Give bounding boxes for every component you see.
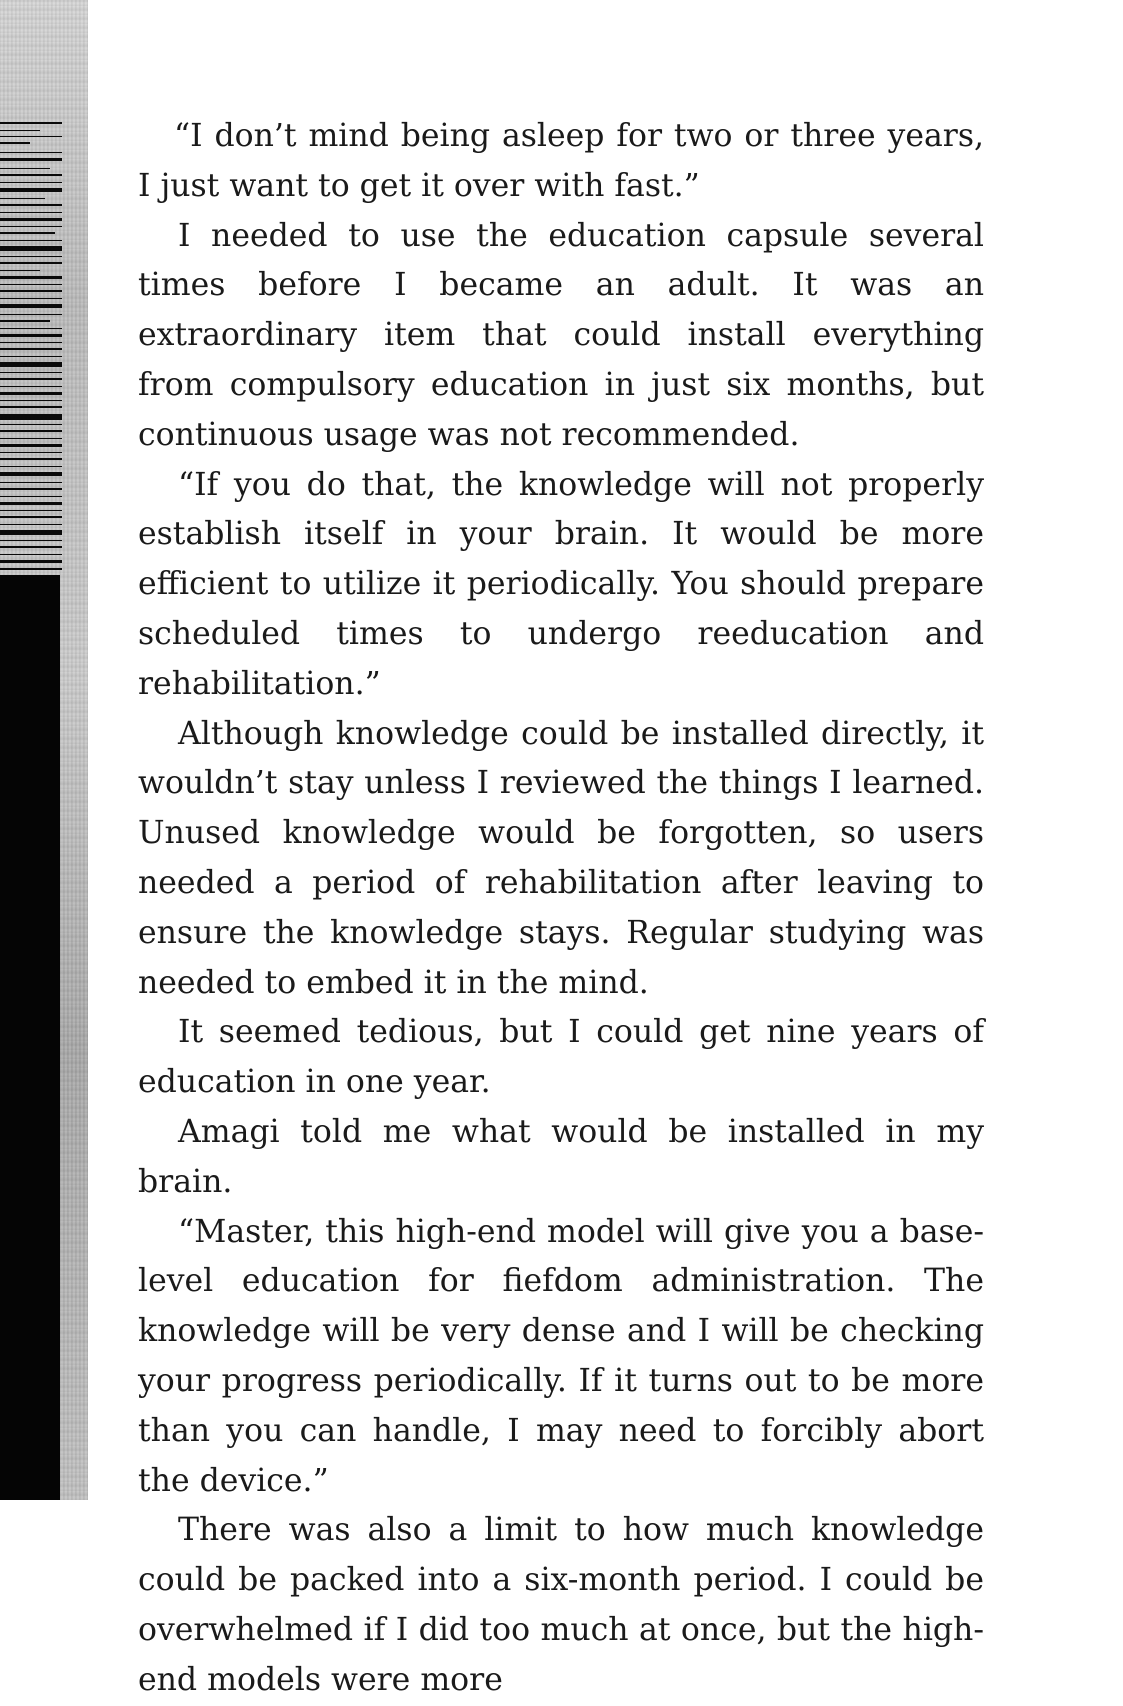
barcode-stripe: [0, 400, 62, 401]
barcode-stripe: [0, 516, 62, 518]
barcode-stripe: [0, 444, 62, 447]
barcode-stripe: [0, 372, 62, 373]
barcode-stripe: [0, 356, 62, 357]
barcode-stripe: [0, 276, 62, 279]
barcode-stripe: [0, 452, 62, 453]
barcode-stripe: [0, 256, 62, 257]
barcode-stripe: [0, 328, 62, 329]
barcode-stripe: [0, 168, 50, 169]
barcode-stripe: [0, 414, 62, 420]
paragraph: There was also a limit to how much knowledge could be packed into a six-month period. I could be overwhelmed if I did too much at once, but the high-end models were more: [138, 1512, 984, 1698]
barcode-stripe: [0, 342, 62, 343]
paragraph: It seemed tedious, but I could get nine years of education in one year.: [138, 1014, 984, 1101]
barcode-stripe: [0, 348, 62, 350]
barcode-stripe: [0, 212, 62, 213]
paragraph: “I don’t mind being asleep for two or three years, I just want to get it over with fast.”: [138, 118, 984, 204]
barcode-stripe: [0, 530, 62, 535]
paragraph: Amagi told me what would be installed in my brain.: [138, 1113, 984, 1200]
barcode-stripe: [0, 246, 62, 251]
decorative-barcode: [0, 122, 62, 577]
barcode-stripe: [0, 496, 62, 497]
barcode-stripe: [0, 152, 62, 153]
barcode-stripe: [0, 182, 62, 183]
barcode-stripe: [0, 392, 62, 395]
barcode-stripe: [0, 262, 62, 264]
barcode-stripe: [0, 298, 62, 299]
barcode-stripe: [0, 568, 62, 570]
paragraph: I needed to use the education capsule several times before I became an adult. It was an extraordinary item that could install everything from compulsory education in just six months, but continuous usage was not recommended.: [138, 217, 984, 453]
barcode-stripe: [0, 438, 62, 439]
barcode-stripe: [0, 510, 62, 511]
barcode-stripe: [0, 284, 62, 285]
barcode-stripe: [0, 554, 62, 555]
barcode-stripe: [0, 240, 62, 241]
barcode-stripe: [0, 482, 62, 483]
barcode-stripe: [0, 458, 62, 460]
barcode-stripe: [0, 560, 62, 563]
barcode-stripe: [0, 378, 62, 380]
barcode-stripe: [0, 270, 40, 271]
barcode-stripe: [0, 502, 62, 505]
decorative-black-bar: [0, 575, 60, 1500]
barcode-stripe: [0, 488, 62, 490]
barcode-stripe: [0, 204, 62, 206]
barcode-stripe: [0, 218, 62, 221]
barcode-stripe: [0, 174, 62, 176]
barcode-stripe: [0, 188, 62, 192]
barcode-stripe: [0, 130, 40, 131]
barcode-stripe: [0, 198, 45, 199]
paragraph: “Master, this high-end model will give you a base-level education for fiefdom administration. The knowledge will be very dense and I will be checking your progress periodically. If it turns out to be more than you can handle, I may need to forcibly abort the device.”: [138, 1213, 984, 1499]
barcode-stripe: [0, 424, 62, 425]
barcode-stripe: [0, 406, 62, 408]
barcode-stripe: [0, 290, 62, 292]
barcode-stripe: [0, 524, 62, 525]
barcode-stripe: [0, 142, 30, 144]
barcode-stripe: [0, 232, 55, 234]
barcode-stripe: [0, 540, 62, 541]
barcode-stripe: [0, 334, 62, 337]
barcode-stripe: [0, 472, 62, 476]
barcode-stripe: [0, 158, 62, 161]
barcode-stripe: [0, 362, 62, 367]
barcode-stripe: [0, 304, 62, 308]
paragraph: “If you do that, the knowledge will not properly establish itself in your brain. It would be more efficient to utilize it periodically. You should prepare scheduled times to undergo reeducation and rehabilitation.”: [138, 466, 984, 702]
body-text: [138, 112, 984, 1706]
paragraph: Although knowledge could be installed directly, it wouldn’t stay unless I reviewed the things I learned. Unused knowledge would be forgotten, so users needed a period of rehabilitation after leaving to ensure the knowledge stays. Regular studying was needed to embed it in the mind.: [138, 715, 984, 1001]
barcode-stripe: [0, 136, 62, 137]
barcode-stripe: [0, 314, 62, 315]
barcode-stripe: [0, 226, 62, 227]
barcode-stripe: [0, 430, 62, 432]
barcode-stripe: [0, 386, 62, 387]
barcode-stripe: [0, 122, 62, 124]
barcode-stripe: [0, 320, 50, 322]
barcode-stripe: [0, 466, 62, 467]
barcode-stripe: [0, 546, 62, 548]
